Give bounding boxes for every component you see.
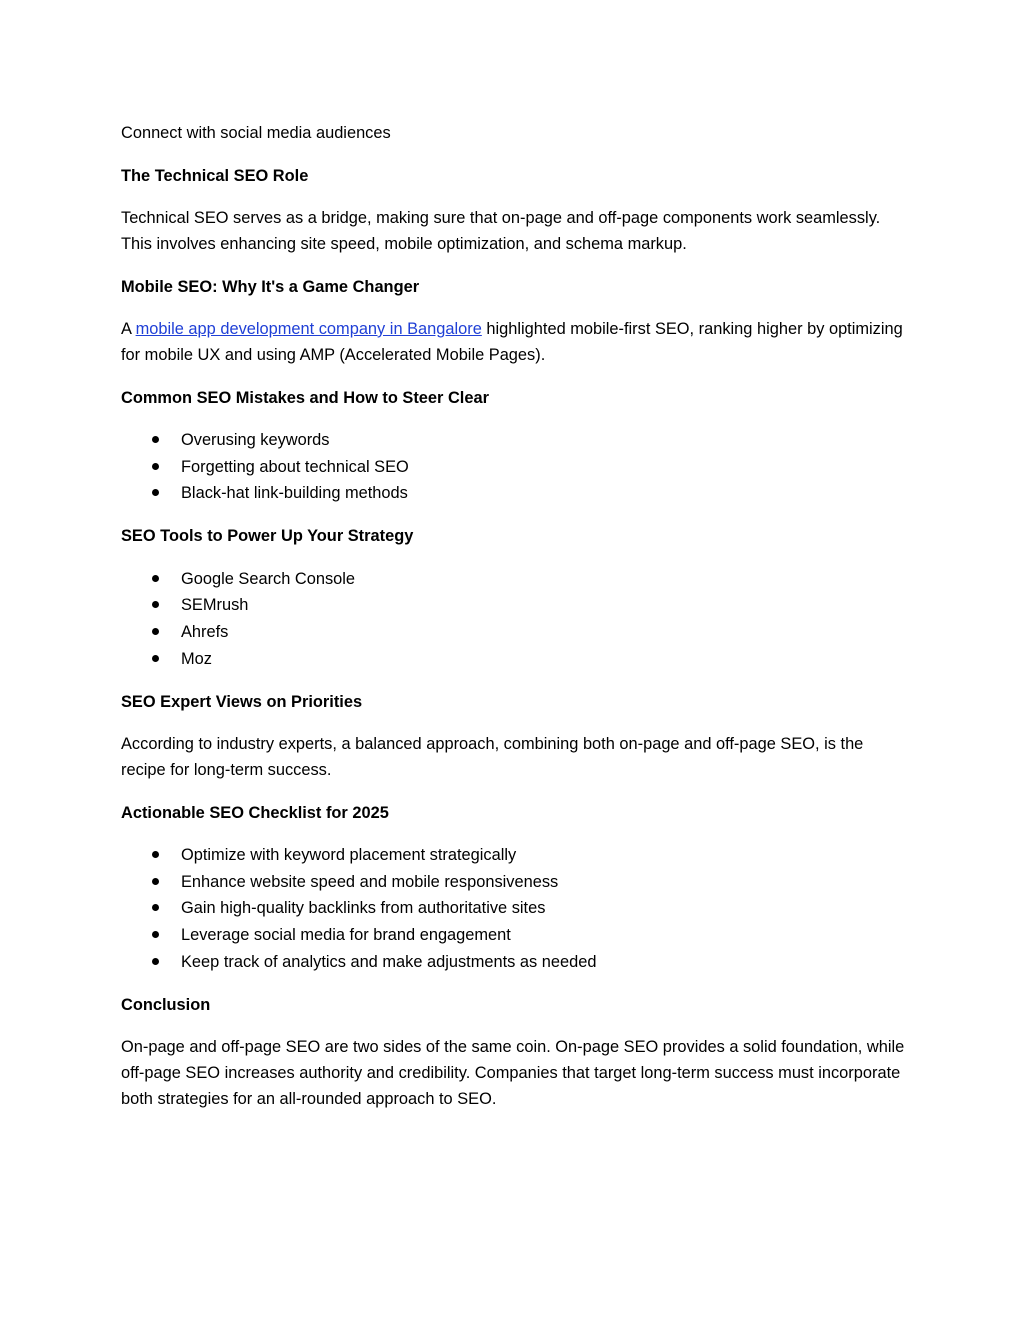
list-item: Google Search Console xyxy=(121,566,911,593)
heading-conclusion: Conclusion xyxy=(121,995,211,1014)
bullet-icon xyxy=(152,628,159,635)
list-seo-tools xyxy=(121,566,911,672)
list-item: Leverage social media for brand engagement xyxy=(121,922,911,949)
mobile-app-company-link[interactable]: mobile app development company in Bangalore xyxy=(135,320,482,338)
heading-expert-views: SEO Expert Views on Priorities xyxy=(121,692,363,711)
paragraph-conclusion: On-page and off-page SEO are two sides of the same coin. On-page SEO provides a solid foundation, while off-page SEO increases authority and credibility. Companies that target long-term success must incorporate both strategies for an all-rounded approach to SEO. xyxy=(121,1038,905,1109)
list-item: Forgetting about technical SEO xyxy=(121,454,911,481)
bullet-icon xyxy=(152,655,159,662)
list-item: Optimize with keyword placement strategically xyxy=(121,842,911,869)
bullet-icon xyxy=(152,878,159,885)
list-item: Enhance website speed and mobile responsiveness xyxy=(121,869,911,896)
heading-seo-tools: SEO Tools to Power Up Your Strategy xyxy=(121,527,414,546)
list-item: Gain high-quality backlinks from authoritative sites xyxy=(121,895,911,922)
bullet-icon xyxy=(152,958,159,965)
heading-mobile-seo: Mobile SEO: Why It's a Game Changer xyxy=(121,277,420,296)
paragraph-expert-views: According to industry experts, a balanced approach, combining both on-page and off-page SEO, is the recipe for long-term success. xyxy=(121,735,864,780)
list-seo-mistakes xyxy=(121,427,911,507)
bullet-icon xyxy=(152,601,159,608)
mobile-text-after: highlighted mobile-first SEO, ranking higher by optimizing for mobile UX and using AMP (Accelerated Mobile Pages). xyxy=(121,320,903,364)
list-item: SEMrush xyxy=(121,592,911,619)
list-item: Moz xyxy=(121,646,911,673)
bullet-icon xyxy=(152,436,159,443)
list-item: Overusing keywords xyxy=(121,427,911,454)
intro-line: Connect with social media audiences xyxy=(121,124,391,142)
heading-technical-seo: The Technical SEO Role xyxy=(121,166,309,185)
paragraph-technical-seo: Technical SEO serves as a bridge, making sure that on-page and off-page components work seamlessly. This involves enhancing site speed, mobile optimization, and schema markup. xyxy=(121,209,881,253)
list-item: Black-hat link-building methods xyxy=(121,480,911,507)
document-page xyxy=(121,120,911,1129)
bullet-icon xyxy=(152,463,159,470)
heading-seo-mistakes: Common SEO Mistakes and How to Steer Clear xyxy=(121,388,489,407)
bullet-icon xyxy=(152,489,159,496)
paragraph-mobile-seo xyxy=(121,316,911,368)
list-item: Keep track of analytics and make adjustments as needed xyxy=(121,949,911,976)
list-item: Ahrefs xyxy=(121,619,911,646)
bullet-icon xyxy=(152,931,159,938)
bullet-icon xyxy=(152,851,159,858)
list-checklist xyxy=(121,842,911,975)
bullet-icon xyxy=(152,575,159,582)
bullet-icon xyxy=(152,904,159,911)
mobile-text-before: A xyxy=(121,320,136,338)
heading-checklist: Actionable SEO Checklist for 2025 xyxy=(121,803,389,822)
